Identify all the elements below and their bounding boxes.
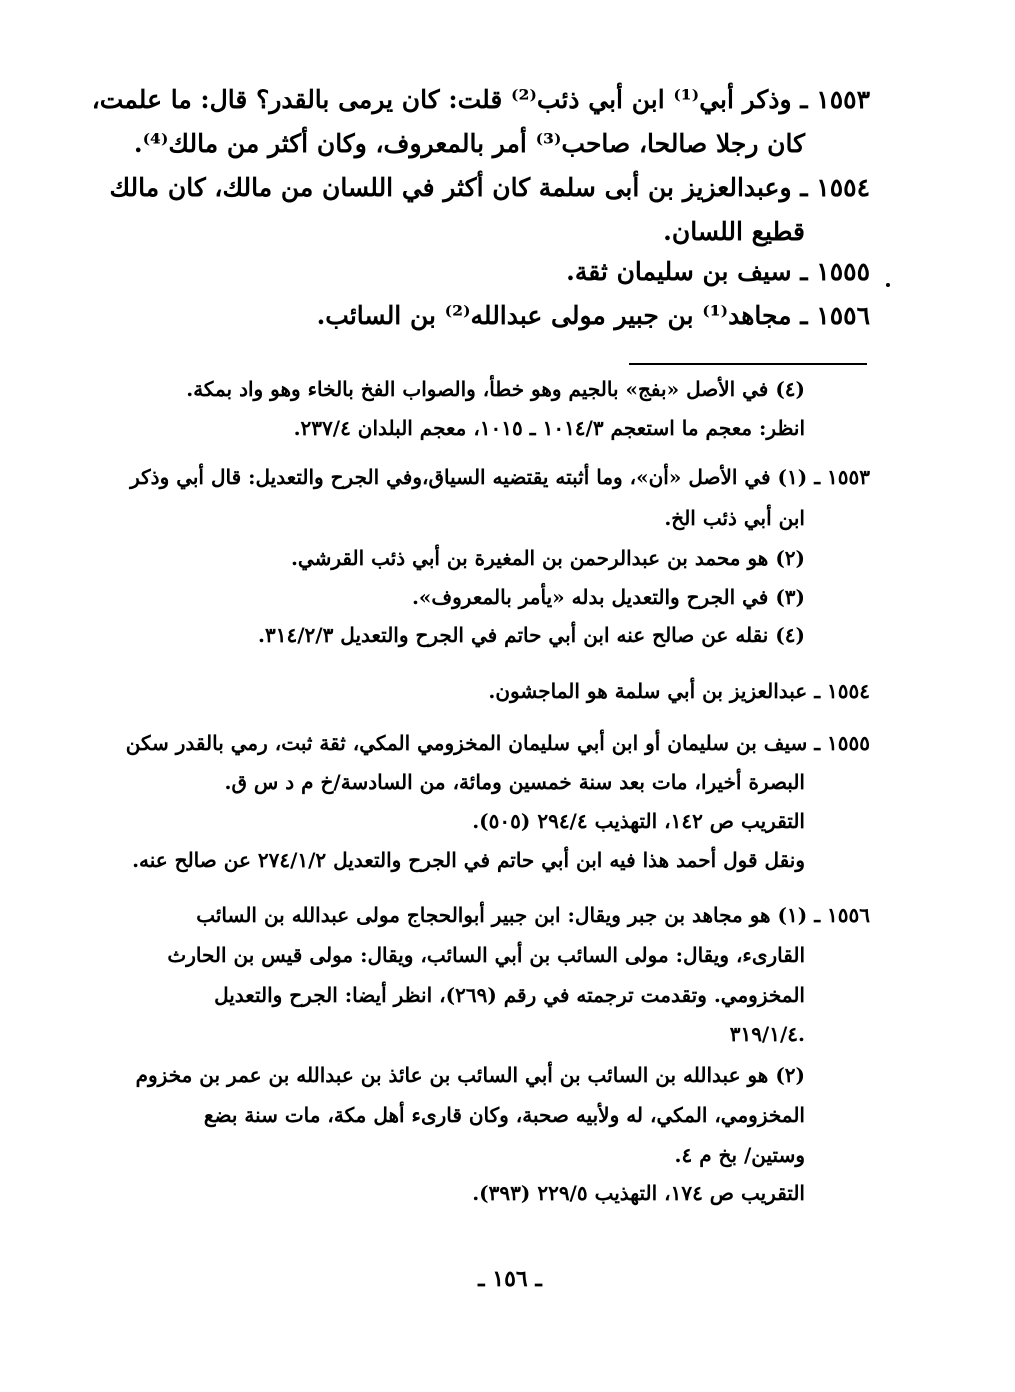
- footnote-separator: [629, 363, 867, 365]
- footnote-line: المخزومي، المكي، له ولأبيه صحبة، وكان قارىء أهل مكة، مات سنة بضع: [203, 1103, 805, 1127]
- page-number: ـ ١٥٦ ـ: [478, 1266, 542, 1292]
- footnote-line: التقريب ص ١٤٢، التهذيب ٢٩٤/٤ (٥٠٥).: [472, 809, 805, 833]
- main-line-1553a: ١٥٥٣ ـ وذكر أبي⁽¹⁾ ابن أبي ذئب⁽²⁾ قلت: كان يرمى بالقدر؟ قال: ما علمت،: [91, 85, 870, 114]
- footnote-line: ١٥٥٤ ـ عبدالعزيز بن أبي سلمة هو الماجشون.: [488, 679, 870, 703]
- footnote-line: القارىء، ويقال: مولى السائب بن أبي السائب، ويقال: مولى قيس بن الحارث: [167, 943, 805, 967]
- footnote-line: (٤) في الأصل «بفج» بالجيم وهو خطأ، والصواب الفخ بالخاء وهو واد بمكة.: [186, 377, 805, 401]
- footnote-line: ونقل قول أحمد هذا فيه ابن أبي حاتم في الجرح والتعديل ٢٧٤/١/٢ عن صالح عنه.: [132, 848, 805, 872]
- main-line-1555: ١٥٥٥ ـ سيف بن سليمان ثقة.: [566, 257, 870, 286]
- main-line-1556: ١٥٥٦ ـ مجاهد⁽¹⁾ بن جبير مولى عبدالله⁽²⁾ بن السائب.: [316, 301, 870, 330]
- footnote-line: (٢) هو عبدالله بن السائب بن أبي السائب بن عائذ بن عبدالله بن عمر بن مخزوم: [135, 1063, 805, 1087]
- main-line-1554a: ١٥٥٤ ـ وعبدالعزيز بن أبى سلمة كان أكثر في اللسان من مالك، كان مالك: [109, 173, 870, 202]
- footnote-line: ابن أبي ذئب الخ.: [664, 506, 805, 530]
- footnote-line: المخزومي. وتقدمت ترجمته في رقم (٢٦٩)، انظر أيضا: الجرح والتعديل: [214, 983, 805, 1007]
- footnote-line: انظر: معجم ما استعجم ١٠١٤/٣ ـ ١٠١٥، معجم البلدان ٢٣٧/٤.: [293, 416, 805, 440]
- footnote-line: ٣١٩/١/٤.: [729, 1022, 805, 1046]
- footnote-line: ١٥٥٣ ـ (١) في الأصل «أن»، وما أثبته يقتضيه السياق،وفي الجرح والتعديل: قال أبي وذكر: [130, 465, 870, 489]
- main-line-1553b: كان رجلا صالحا، صاحب⁽³⁾ أمر بالمعروف، وكان أكثر من مالك⁽⁴⁾.: [133, 129, 805, 158]
- footnote-line: التقريب ص ١٧٤، التهذيب ٢٢٩/٥ (٣٩٣).: [472, 1181, 805, 1205]
- footnote-line: (٤) نقله عن صالح عنه ابن أبي حاتم في الجرح والتعديل ٣١٤/٢/٣.: [258, 623, 805, 647]
- footnote-line: (٢) هو محمد بن عبدالرحمن بن المغيرة بن أبي ذئب القرشي.: [290, 546, 805, 570]
- footnote-line: (٣) في الجرح والتعديل بدله «يأمر بالمعروف».: [411, 585, 805, 609]
- footnote-line: البصرة أخيرا، مات بعد سنة خمسين ومائة، من السادسة/خ م د س ق.: [224, 770, 805, 794]
- main-line-1554b: قطيع اللسان.: [663, 217, 805, 246]
- footnote-line: وستين/ بخ م ٤.: [674, 1143, 805, 1167]
- footnote-line: ١٥٥٥ ـ سيف بن سليمان أو ابن أبي سليمان المخزومي المكي، ثقة ثبت، رمي بالقدر سكن: [125, 731, 870, 755]
- footnote-line: ١٥٥٦ ـ (١) هو مجاهد بن جبر ويقال: ابن جبير أبوالحجاج مولى عبدالله بن السائب: [196, 903, 870, 927]
- stray-dot: [886, 283, 890, 287]
